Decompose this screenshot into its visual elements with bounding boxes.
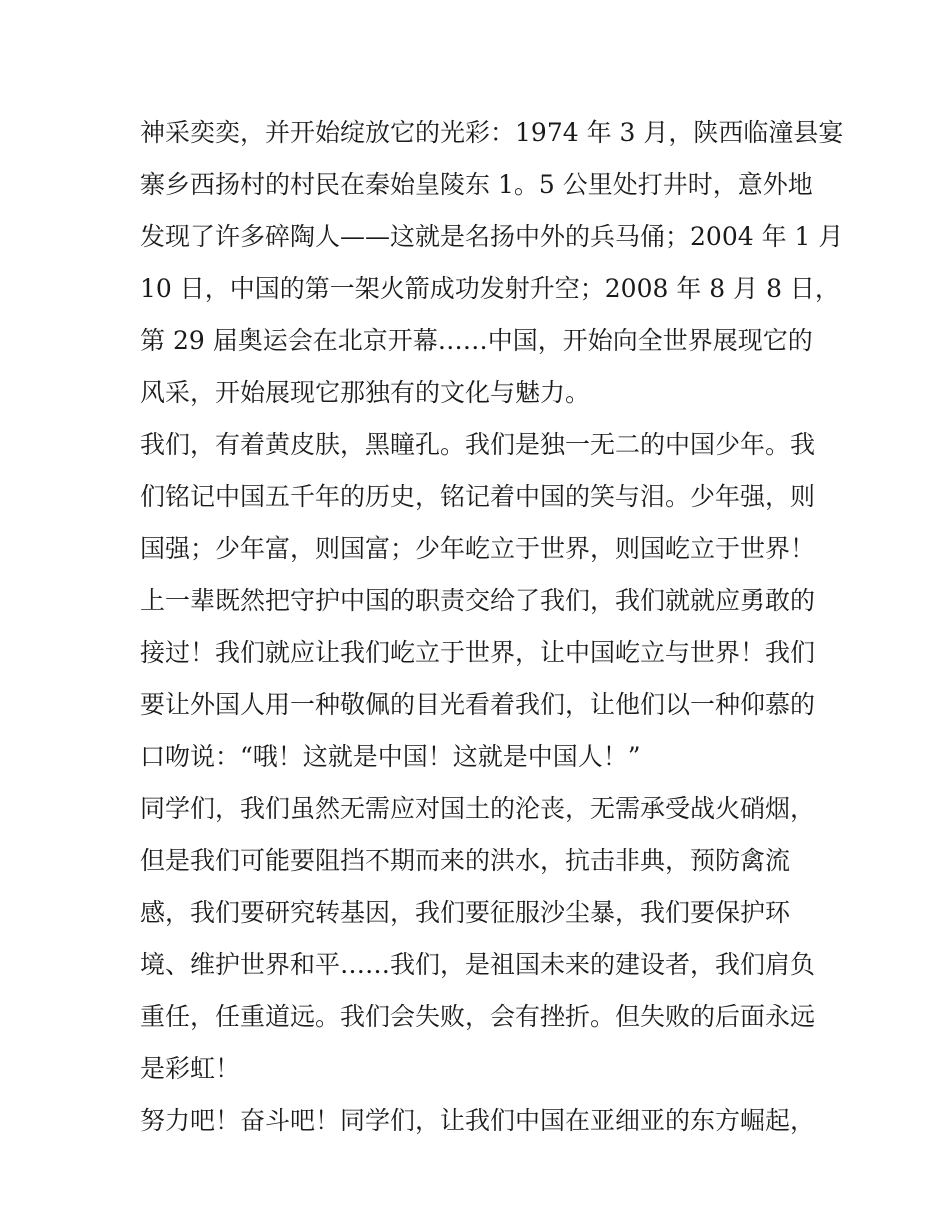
text-line: 重任，任重道远。我们会失败，会有挫折。但失败的后面永远: [140, 1002, 816, 1031]
text-line: 要让外国人用一种敬佩的目光看着我们，让他们以一种仰慕的: [140, 690, 816, 719]
text-line: 努力吧！奋斗吧！同学们，让我们中国在亚细亚的东方崛起，: [140, 1106, 816, 1135]
text-line: 同学们，我们虽然无需应对国土的沦丧，无需承受战火硝烟，: [140, 794, 816, 823]
text-line: 上一辈既然把守护中国的职责交给了我们，我们就就应勇敢的: [140, 586, 816, 615]
text-line: 们铭记中国五千年的历史，铭记着中国的笑与泪。少年强，则: [140, 482, 816, 511]
text-line: 神采奕奕，并开始绽放它的光彩：1974 年 3 月，陕西临潼县宴: [140, 118, 844, 147]
body-text: [140, 107, 844, 1147]
text-line: 但是我们可能要阻挡不期而来的洪水，抗击非典，预防禽流: [140, 846, 791, 875]
text-line: 风采，开始展现它那独有的文化与魅力。: [140, 378, 591, 407]
text-line: 口吻说：“哦！这就是中国！这就是中国人！”: [140, 742, 641, 771]
text-line: 接过！我们就应让我们屹立于世界，让中国屹立与世界！我们: [140, 638, 816, 667]
text-line: 第 29 届奥运会在北京开幕……中国，开始向全世界展现它的: [140, 326, 813, 355]
text-line: 发现了许多碎陶人——这就是名扬中外的兵马俑；2004 年 1 月: [140, 222, 844, 251]
text-line: 感，我们要研究转基因，我们要征服沙尘暴，我们要保护环: [140, 898, 791, 927]
text-line: 国强；少年富，则国富；少年屹立于世界，则国屹立于世界！: [140, 534, 816, 563]
text-line: 我们，有着黄皮肤，黑瞳孔。我们是独一无二的中国少年。我: [140, 430, 816, 459]
text-line: 境、维护世界和平……我们，是祖国未来的建设者，我们肩负: [140, 950, 816, 979]
text-line: 是彩虹！: [140, 1054, 241, 1083]
text-line: 10 日，中国的第一架火箭成功发射升空；2008 年 8 月 8 日，: [140, 274, 840, 303]
text-line: 寨乡西扬村的村民在秦始皇陵东 1。5 公里处打井时，意外地: [140, 170, 813, 199]
